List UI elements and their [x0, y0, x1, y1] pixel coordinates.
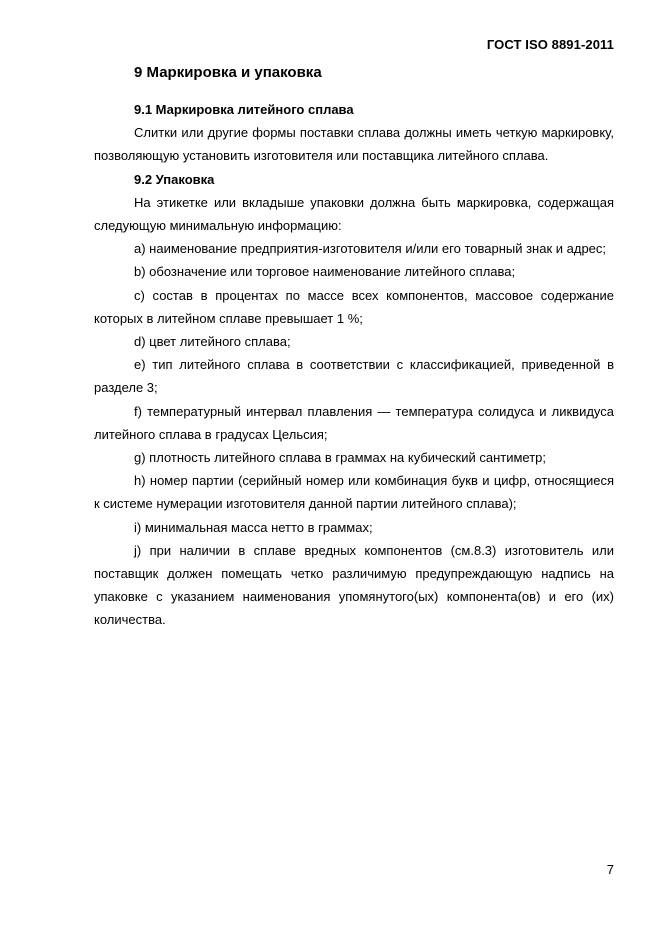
paragraph-9-1: Слитки или другие формы поставки сплава должны иметь четкую маркировку, позволяющую установить изготовителя или поставщика литейного сплава. [94, 125, 614, 164]
list-item-a: a) наименование предприятия-изготовителя и/или его товарный знак и адрес; [134, 241, 607, 257]
list-item-h: h) номер партии (серийный номер или комбинация букв и цифр, относящиеся к системе нумерации изготовителя данной партии литейного сплава); [94, 473, 614, 512]
page-number: 7 [606, 862, 614, 877]
page-header: ГОСТ ISO 8891-2011 [486, 37, 614, 52]
list-item-c: c) состав в процентах по массе всех компонентов, массовое содержание которых в литейном сплаве превышает 1 %; [94, 287, 614, 326]
list-item-f: f) температурный интервал плавления — температура солидуса и ликвидуса литейного сплава в градусах Цельсия; [94, 403, 614, 442]
list-item-i: i) минимальная масса нетто в граммах; [134, 519, 373, 535]
document-body [94, 62, 614, 632]
list-item-g: g) плотность литейного сплава в граммах на кубический сантиметр; [134, 450, 547, 466]
list-item-d: d) цвет литейного сплава; [134, 334, 291, 350]
subsection-title-9-1: 9.1 Маркировка литейного сплава [134, 102, 354, 117]
list-item-b: b) обозначение или торговое наименование литейного сплава; [134, 264, 516, 280]
list-item-j: j) при наличии в сплаве вредных компонентов (см.8.3) изготовитель или поставщик должен помещать четко различимую предупреждающую надпись на упаковке с указанием наименования упомянутого(ых) компонента(ов) и его (их) количества. [94, 542, 614, 628]
list-item-e: e) тип литейного сплава в соответствии с классификацией, приведенной в разделе 3; [94, 357, 614, 396]
section-title: 9 Маркировка и упаковка [134, 64, 322, 81]
paragraph-9-2-intro: На этикетке или вкладыше упаковки должна быть маркировка, содержащая следующую минимальную информацию: [94, 194, 614, 234]
subsection-title-9-2: 9.2 Упаковка [134, 171, 215, 187]
